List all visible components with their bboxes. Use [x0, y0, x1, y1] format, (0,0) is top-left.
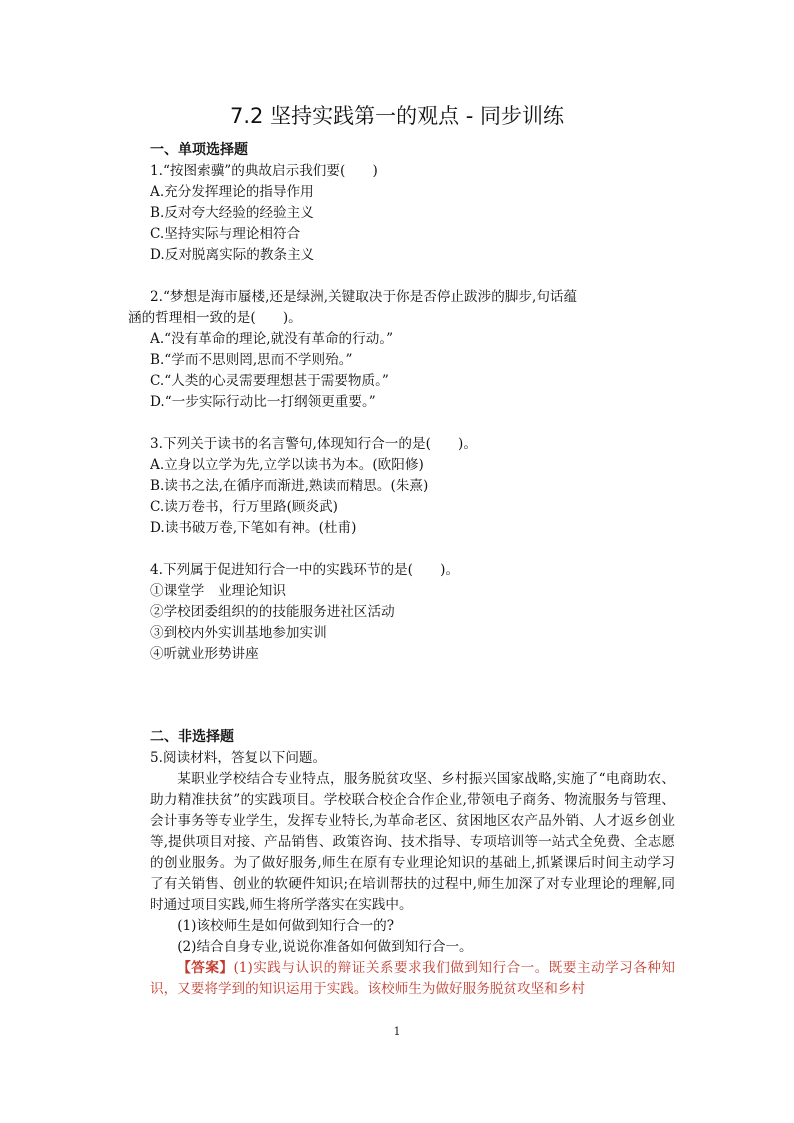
question-3-option-c: C.读万卷书，行万里路(顾炎武) [150, 499, 338, 515]
question-4-item-1: ①课堂学 业理论知识 [150, 583, 286, 599]
answer-label: 【答案】 [177, 960, 234, 976]
question-5-sub-1: (1)该校师生是如何做到知行合一的? [177, 918, 395, 934]
question-4-item-2: ②学校团委组织的的技能服务进社区活动 [150, 604, 395, 620]
question-3-option-a: A.立身以立学为先,立学以读书为本。(欧阳修) [150, 457, 424, 473]
question-5-stem: 5.阅读材料，答复以下问题。 [150, 750, 327, 766]
question-3-answer [150, 539, 675, 560]
page-number: 1 [393, 1025, 401, 1038]
question-4-answer [150, 686, 675, 707]
document-content [128, 140, 676, 1000]
section-heading-single-choice: 一、单项选择题 [150, 142, 248, 158]
section-spacer [150, 707, 675, 727]
section-heading-non-choice: 二、非选择题 [150, 729, 234, 745]
question-5-sub-2: (2)结合自身专业,说说你准备如何做到知行合一。 [177, 939, 473, 955]
answer-value: (1)实践与认识的辩证关系要求我们做到知行合一。既要主动学习各种知识，又要将学到的知识运用于实践。该校师生为做好服务脱贫攻坚和乡村 [150, 960, 676, 997]
question-1-answer [150, 266, 675, 287]
question-1-option-d: D.反对脱离实际的教条主义 [150, 247, 315, 263]
question-1-option-c: C.坚持实际与理论相符合 [150, 226, 301, 242]
question-1-option-a: A.充分发挥理论的指导作用 [150, 184, 314, 200]
question-2-option-c: C.“人类的心灵需要理想甚于需要物质。” [150, 373, 389, 389]
question-5-answer [150, 958, 675, 1000]
question-4-item-4: ④听就业形势讲座 [150, 646, 259, 662]
question-4-stem: 4.下列属于促进知行合一中的实践环节的是( )。 [150, 562, 460, 578]
question-1-stem: 1.“按图索骥”的典故启示我们要( ) [150, 163, 378, 179]
document-title: 7.2 坚持实践第一的观点 - 同步训练 [230, 104, 564, 128]
question-5-material: 某职业学校结合专业特点，服务脱贫攻坚、乡村振兴国家战略,实施了“电商助农、助力精准扶贫”的实践项目。学校联合校企合作企业,带领电子商务、物流服务与管理、会计事务等专业学生，发挥专业特长,为革命老区、贫困地区农产品外销、人才返乡创业等,提供项目对接、产品销售、政策咨询、技术指导、专项培训等一站式全免费、全志愿的创业服务。为了做好服务,师生在原有专业理论知识的基础上,抓紧课后时间主动学习了有关销售、创业的软硬件知识;在培训帮扶的过程中,师生加深了对专业理论的理解,同时通过项目实践,师生将所学落实在实践中。 [150, 771, 675, 913]
question-4-options [150, 665, 675, 686]
question-2-answer [150, 413, 675, 434]
question-2-option-d: D.“一步实际行动比一打纲领更重要。” [150, 394, 376, 410]
question-3-option-b: B.读书之法,在循序而渐进,熟读而精思。(朱熹) [150, 478, 429, 494]
question-1-option-b: B.反对夸大经验的经验主义 [150, 205, 314, 221]
question-3-stem: 3.下列关于读书的名言警句,体现知行合一的是( )。 [150, 436, 477, 452]
question-2-stem-line-2: 涵的哲理相一致的是( )。 [128, 310, 302, 326]
question-2-stem-line-1: 2.“梦想是海市蜃楼,还是绿洲,关键取决于你是否停止跋涉的脚步,句话蕴 [150, 289, 578, 305]
question-3-option-d: D.读书破万卷,下笔如有神。(杜甫) [150, 520, 357, 536]
question-2-option-b: B.“学而不思则罔,思而不学则殆。” [150, 352, 353, 368]
question-2-option-a: A.“没有革命的理论,就没有革命的行动。” [150, 331, 394, 347]
question-4-item-3: ③到校内外实训基地参加实训 [150, 625, 327, 641]
